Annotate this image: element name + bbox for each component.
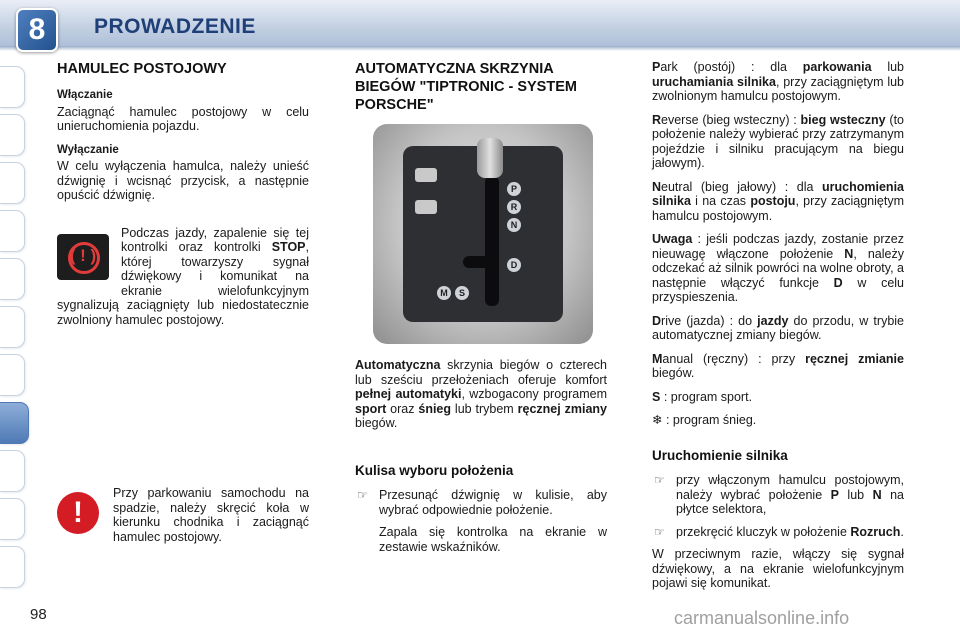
intro-bold-1: Automatyczna — [355, 358, 441, 372]
sport-text: : program sport. — [660, 389, 753, 404]
park-text-1: ark (postój) : dla — [660, 60, 803, 74]
selector-heading: Kulisa wyboru położenia — [355, 462, 514, 478]
gear-lever-knob — [477, 138, 503, 178]
side-tab-3[interactable] — [0, 162, 25, 204]
park-letter: P — [652, 60, 661, 74]
page-number: 98 — [30, 606, 47, 623]
intro-bold-4: śnieg — [418, 401, 452, 416]
neutral-text-2: i na czas — [690, 194, 751, 208]
side-tab-11[interactable] — [0, 546, 25, 588]
drive-text-1: rive (jazda) : do — [661, 313, 758, 328]
caution-text: Przy parkowaniu samochodu na spadzie, należy skręcić koła w kierunku chodnika i zaciągnąć hamulec postojowy. — [113, 486, 309, 544]
caution-bold-1: Uwaga — [652, 232, 693, 246]
drive-letter: D — [652, 313, 662, 328]
gate-label-p: P — [507, 182, 521, 196]
start-b2-text-2: . — [900, 524, 904, 539]
intro-text-5: biegów. — [355, 416, 398, 430]
neutral-bold-2: postoju — [750, 194, 796, 208]
gearbox-intro — [355, 358, 607, 431]
caution-text-1: : jeśli podczas jazdy, zostanie przez nieuwagę włączone położenie — [652, 232, 904, 261]
stop-label: STOP — [271, 240, 306, 254]
gate-label-d: D — [507, 258, 521, 272]
brake-exclamation-glyph: ( ! ) — [69, 245, 97, 265]
manual-gate — [463, 256, 499, 268]
snow-text: : program śnieg. — [662, 413, 757, 427]
manual-text-1: anual (ręczny) : przy — [662, 351, 806, 366]
neutral-letter: N — [652, 179, 662, 194]
park-bold-1: parkowania — [802, 60, 872, 74]
chapter-number-badge: 8 — [16, 8, 58, 52]
gear-selector-photo — [373, 124, 593, 344]
side-tab-7[interactable] — [0, 354, 25, 396]
reverse-bold-1: bieg wsteczny — [800, 112, 886, 127]
intro-text-3: oraz — [386, 401, 419, 416]
intro-bold-5: ręcznej zmiany — [517, 401, 607, 416]
side-tab-8-active[interactable] — [0, 402, 29, 444]
caution-text-3: w celu przyspieszenia. — [652, 275, 905, 304]
warning-text-part1: Podczas jazdy, zapalenie się tej kontrolki oraz kontrolki — [121, 225, 309, 254]
engage-heading: Włączanie — [57, 89, 113, 101]
intro-bold-2: pełnej automatyki — [355, 387, 462, 401]
header-shadow — [0, 46, 960, 51]
mode-snow — [652, 413, 904, 428]
finger-pointer-icon: ☞ — [357, 488, 368, 502]
reverse-text-2: (to położenie należy wybierać przy zatrzymanym pojeździe i silniku pracującym na biegu jałowym). — [652, 112, 905, 170]
gate-label-s: S — [455, 286, 469, 300]
side-tab-5[interactable] — [0, 258, 25, 300]
intro-text-1: skrzynia biegów o czterech lub sześciu przełożeniach oferuje komfort — [355, 358, 607, 387]
side-tab-10[interactable] — [0, 498, 25, 540]
selector-bullet-text: Przesunąć dźwignię w kulisie, aby wybrać odpowiednie położenie. — [379, 488, 607, 517]
gate-label-m: M — [437, 286, 451, 300]
start-bullet-1 — [652, 473, 904, 517]
start-b1-text-3: na płytce selektora, — [676, 487, 904, 516]
start-b1-bold-1: P — [830, 487, 839, 502]
modes-column — [652, 60, 904, 600]
neutral-caution — [652, 232, 904, 305]
brake-warning-lamp-icon — [57, 234, 109, 280]
start-b1-text-2: lub — [838, 487, 873, 502]
side-tab-6[interactable] — [0, 306, 25, 348]
manual-letter: M — [652, 351, 663, 366]
warning-text-part2: , której towarzyszy sygnał dźwiękowy i komunikat na ekranie wielofunkcyjnym sygnalizują zaciągnięty lub niedostatecznie zwolniony hamulec postojowy. — [57, 240, 309, 327]
intro-bold-3: sport — [355, 401, 387, 416]
start-b1-text-1: przy włączonym hamulcu postojowym, należy wybrać położenie — [676, 473, 904, 502]
snow-button-chip — [415, 200, 437, 214]
start-b1-bold-2: N — [872, 487, 882, 502]
finger-pointer-icon: ☞ — [654, 524, 665, 539]
side-tab-9[interactable] — [0, 450, 25, 492]
park-bold-2: uruchamiania silnika — [652, 74, 776, 89]
chapter-title: PROWADZENIE — [94, 15, 256, 38]
caution-bold-2: N — [844, 246, 854, 261]
intro-text-4: lub trybem — [451, 401, 518, 416]
start-closing-text: W przeciwnym razie, włączy się sygnał dźwiękowy, a na ekranie wielofunkcyjnym pojawi się komunikat. — [652, 547, 904, 590]
engage-text: Zaciągnąć hamulec postojowy w celu unieruchomienia pojazdu. — [57, 104, 309, 133]
neutral-text-3: , przy zaciągniętym hamulcu postojowym. — [652, 194, 904, 223]
engine-start-heading: Uruchomienie silnika — [652, 447, 788, 463]
drive-bold-1: jazdy — [757, 313, 789, 328]
gate-label-n: N — [507, 218, 521, 232]
intro-text-2: , wzbogacony programem — [461, 387, 607, 401]
snowflake-icon: ❄ — [652, 413, 663, 427]
spacer — [57, 336, 309, 486]
mode-sport — [652, 390, 904, 405]
caution-exclamation-icon: ! — [57, 492, 99, 534]
side-tab-2[interactable] — [0, 114, 25, 156]
gearbox-title: AUTOMATYCZNA SKRZYNIA BIEGÓW "TIPTRONIC - SYSTEM PORSCHE" — [355, 61, 577, 113]
watermark: carmanualsonline.info — [674, 608, 850, 628]
handbrake-column — [57, 60, 309, 553]
sport-letter: S — [652, 389, 661, 404]
selector-bullet — [355, 488, 607, 517]
mode-drive — [652, 314, 904, 343]
caution-bold-3: D — [833, 275, 843, 290]
selector-gate — [485, 176, 499, 306]
caution-text-2: , należy odczekać aż silnik powróci na wolne obroty, a następnie włączyć funkcje — [652, 246, 904, 290]
park-text-2: lub — [871, 60, 905, 74]
drive-text-2: do przodu, w trybie automatycznej zmiany biegów. — [652, 313, 904, 342]
neutral-bold-1: uruchomienia silnika — [652, 179, 904, 208]
mode-manual — [652, 352, 904, 381]
selector-subtext: Zapala się kontrolka na ekranie w zestawie wskaźników. — [379, 525, 607, 554]
park-text-3: , przy zaciągniętym lub zwolnionym hamulcu postojowym. — [652, 74, 904, 103]
sport-button-chip — [415, 168, 437, 182]
gearbox-column — [355, 60, 607, 562]
start-bullet-2 — [652, 525, 904, 540]
gear-panel — [403, 146, 563, 322]
mode-reverse — [652, 113, 904, 171]
manual-text-2: biegów. — [652, 366, 695, 380]
handbrake-title: HAMULEC POSTOJOWY — [57, 61, 227, 77]
release-heading: Wyłączanie — [57, 143, 119, 156]
mode-park — [652, 60, 904, 104]
mode-neutral — [652, 180, 904, 224]
side-tab-1[interactable] — [0, 66, 25, 108]
finger-pointer-icon: ☞ — [654, 473, 665, 487]
neutral-text-1: eutral (bieg jałowy) : dla — [661, 179, 823, 194]
release-text: W celu wyłączenia hamulca, należy unieść dźwignię i wcisnąć przycisk, a następnie opuścić dźwignię. — [57, 159, 309, 202]
reverse-text-1: everse (bieg wsteczny) : — [661, 112, 801, 127]
gate-label-r: R — [507, 200, 521, 214]
start-b2-bold-1: Rozruch — [850, 524, 901, 539]
side-tab-4[interactable] — [0, 210, 25, 252]
start-b2-text-1: przekręcić kluczyk w położenie — [676, 524, 851, 539]
side-tab-strip — [0, 66, 30, 594]
reverse-letter: R — [652, 112, 662, 127]
manual-bold-1: ręcznej zmianie — [805, 351, 904, 366]
